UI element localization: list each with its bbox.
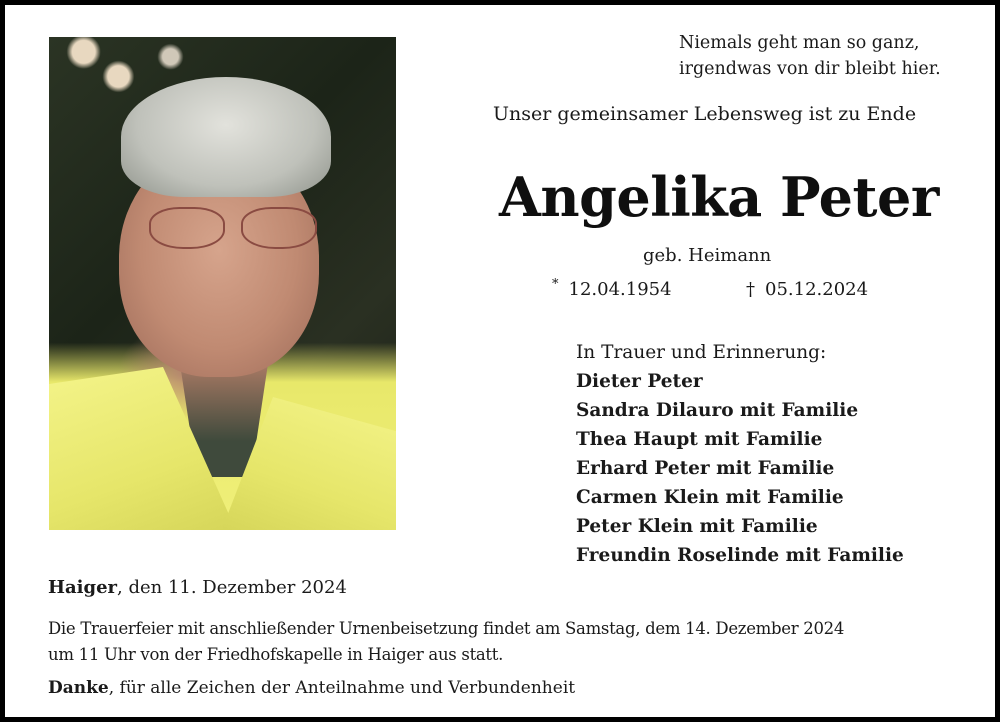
photo-glasses-shape	[149, 207, 329, 247]
birth-date: 12.04.1954	[568, 279, 672, 300]
funeral-service-info	[48, 616, 968, 668]
glasses-lens-right	[241, 207, 317, 249]
death-date-row	[746, 279, 868, 300]
portrait-photo	[49, 37, 396, 530]
deceased-name: Angelika Peter	[499, 165, 939, 229]
mourner: Erhard Peter mit Familie	[576, 458, 835, 479]
mourners-intro: In Trauer und Erinnerung:	[576, 342, 827, 363]
glasses-lens-left	[149, 207, 225, 249]
subtitle: Unser gemeinsamer Lebensweg ist zu Ende	[493, 103, 917, 125]
quote-line-2: irgendwas von dir bleibt hier.	[679, 59, 941, 79]
death-cross-icon: †	[746, 279, 755, 300]
mourner: Carmen Klein mit Familie	[576, 487, 844, 508]
thanks-line	[48, 678, 575, 698]
mourner: Freundin Roselinde mit Familie	[576, 545, 904, 566]
mourner: Sandra Dilauro mit Familie	[576, 400, 859, 421]
service-line-1: Die Trauerfeier mit anschließender Urnenbeisetzung findet am Samstag, dem 14. Dezember 2024	[48, 619, 845, 638]
thanks-text: , für alle Zeichen der Anteilnahme und Verbundenheit	[108, 678, 576, 698]
obituary-card	[5, 5, 995, 717]
mourner: Thea Haupt mit Familie	[576, 429, 823, 450]
place-name: Haiger	[48, 577, 118, 598]
service-line-2: um 11 Uhr von der Friedhofskapelle in Haiger aus statt.	[48, 645, 504, 664]
quote-line-1: Niemals geht man so ganz,	[679, 33, 920, 53]
place-date: , den 11. Dezember 2024	[117, 577, 347, 598]
place-date-line	[48, 577, 347, 598]
mourners-list	[576, 338, 904, 570]
thanks-bold: Danke	[48, 678, 109, 698]
birth-date-row	[552, 279, 672, 300]
birth-star-icon: *	[552, 277, 559, 292]
mourner: Dieter Peter	[576, 371, 703, 392]
death-date: 05.12.2024	[765, 279, 869, 300]
maiden-name: geb. Heimann	[643, 245, 772, 266]
photo-hair-shape	[121, 77, 331, 197]
mourner: Peter Klein mit Familie	[576, 516, 818, 537]
memorial-quote	[679, 30, 941, 82]
